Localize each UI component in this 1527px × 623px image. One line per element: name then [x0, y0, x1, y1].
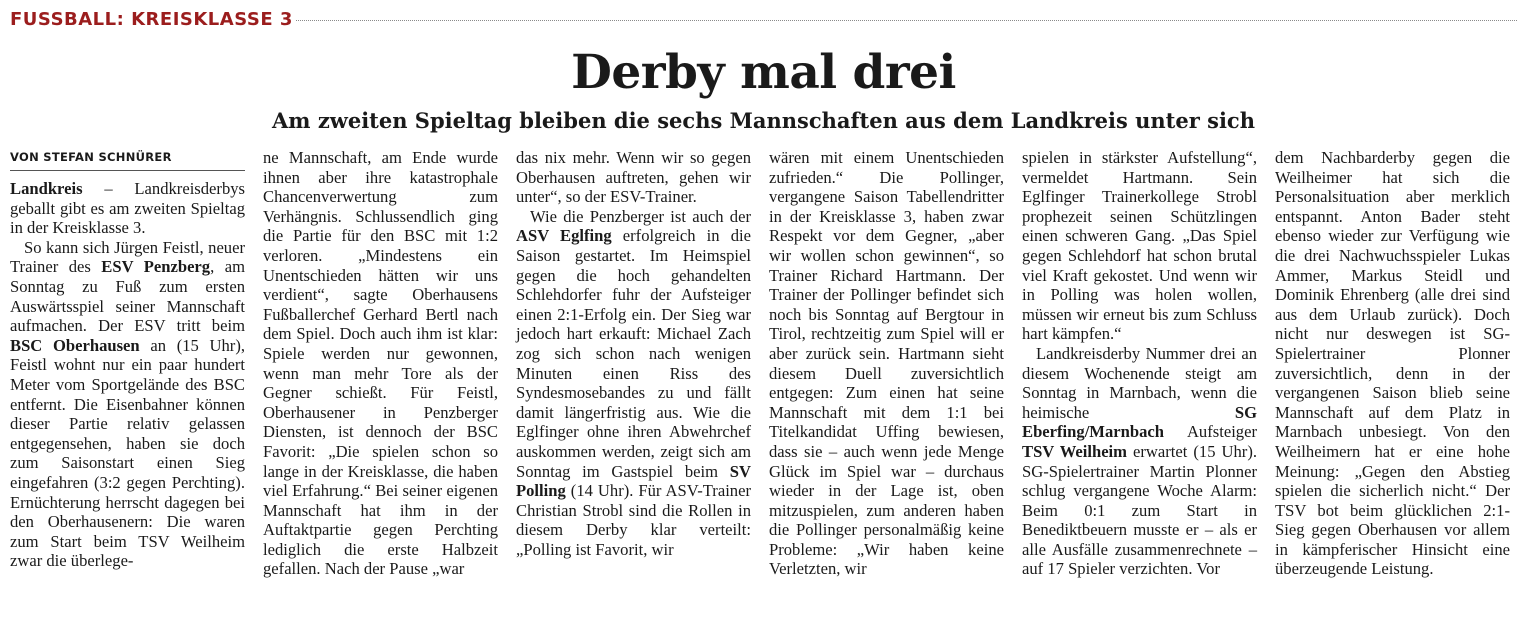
text-run: ne Mannschaft, am Ende wurde ihnen aber ihre katastrophale Chancenverwertung zum Verhängnis. Schlussendlich ging die Partie für den BSC mit 1:2 verloren. „Mindestens ein Unentschieden hätten wir uns verdient“, sagte Oberhausens Fußballerchef Gerhard Bertl nach dem Spiel. Doch auch ihm ist klar: Spiele werden nur gewonnen, wenn man mehr Tore als der Gegner schießt. Für Feistl, Oberhausener in Penzberger Diensten, ist dennoch der BSC Favorit: „Die spielen schon so lange in der Kreisklasse, die haben viel Erfahrung.“ Bei seiner eigenen Mannschaft hat ihm in der Auftaktpartie gegen Perchting lediglich die erste Halbzeit gefallen. Nach der Pause „war [263, 148, 498, 579]
article-column-5 [1022, 148, 1257, 579]
text-run: So kann sich Jürgen Feistl, neuer Trainer des [10, 237, 245, 277]
text-run: Wie die Penzberger ist auch der [530, 206, 751, 226]
article-paragraph [10, 238, 245, 571]
text-run: das nix mehr. Wenn wir so gegen Oberhausen auftreten, gehen wir unter“, so der ESV-Trainer. [516, 148, 751, 207]
text-run: wären mit einem Unentschieden zufrieden.“ Die Pollinger, vergangene Saison Tabellendritter in der Kreisklasse 3, haben zwar Respekt vor dem Gegner, „aber wir wollen schon gewinnen“, so Trainer Richard Hartmann. Der Trainer der Pollinger befindet sich noch bis Sonntag auf Bergtour in Tirol, rechtzeitig zum Spiel will er aber zurück sein. Hartmann sieht diesem Duell zuversichtlich entgegen: Zum einen hat seine Mannschaft mit dem 1:1 bei Titelkandidat Uffing bewiesen, dass sie – auch wenn jede Menge Glück im Spiel war – durchaus wieder in der Lage ist, oben mitzuspielen, zum anderen haben die Pollinger personalmäßig keine Probleme: „Wir haben keine Verletzten, wir [769, 148, 1004, 579]
text-run: dem Nachbarderby gegen die Weilheimer hat sich die Personalsituation aber merklich entspannt. Anton Bader steht ebenso wieder zur Verfügung wie die drei Nachwuchsspieler Lukas Ammer, Markus Steidl und Dominik Ehrenberg (alle drei sind aus dem Urlaub zurück). Doch nicht nur deswegen ist SG-Spielertrainer Plonner zuversichtlich, denn in der vergangenen Saison blieb seine Mannschaft auf dem Platz in Marnbach unbesiegt. Von den Weilheimern hat er eine hohe Meinung: „Gegen den Abstieg spielen die sicherlich nicht.“ Der TSV bot beim glücklichen 2:1-Sieg gegen Oberhausen vor allem in kämpferischer Hinsicht eine überzeugende Leistung. [1275, 148, 1510, 579]
bold-highlight: ESV Penzberg [101, 257, 211, 277]
article-paragraph [516, 207, 751, 560]
column-body [10, 179, 245, 571]
article-column-6 [1275, 148, 1510, 579]
column-body [1022, 148, 1257, 579]
bold-highlight: SG Eberfing/Marnbach [1022, 402, 1257, 442]
column-body [516, 148, 751, 559]
text-run: spielen in stärkster Aufstellung“, vermeldet Hartmann. Sein Eglfinger Trainerkollege Strobl prophezeit seinen Schützlingen einen schweren Gang. „Das Spiel gegen Schlehdorf hat schon brutal viel Kraft gekostet. Und wenn wir in Polling was holen wollen, müssen wir erneut bis zum Schluss hart kämpfen.“ [1022, 148, 1257, 344]
bold-highlight: TSV Weilheim [1022, 441, 1127, 461]
section-rubric: FUSSBALL: KREISKLASSE 3 [10, 9, 293, 30]
author-byline: VON STEFAN SCHNÜRER [10, 148, 245, 171]
text-run: – Landkreisderbys geballt gibt es am zweiten Spieltag in der Kreisklasse 3. [10, 179, 245, 238]
article-headline: Derby mal drei [571, 45, 956, 100]
article-column-2 [263, 148, 498, 579]
text-run: an (15 Uhr), Feistl wohnt nur ein paar hundert Meter vom Sportgelände des BSC entfernt. Die Eisenbahner können dieser Partie relativ gelassen entgegensehen, haben sie doch zum Saisonstart einen Sieg eingefahren (3:2 gegen Perchting). Ernüchterung herrscht dagegen bei den Oberhausenern: Die waren zum Start beim TSV Weilheim zwar die überlege- [10, 335, 245, 571]
text-run: Aufsteiger [1163, 422, 1257, 442]
text-run: Landkreisderby Nummer drei an diesem Wochenende steigt am Sonntag in Marnbach, wenn die heimische [1022, 343, 1257, 422]
text-run: (14 Uhr). Für ASV-Trainer Christian Strobl sind die Rollen in diesem Derby klar verteilt: „Polling ist Favorit, wir [516, 481, 751, 559]
article-paragraph [10, 179, 245, 238]
article-column-4 [769, 148, 1004, 579]
rubric-divider [296, 20, 1517, 21]
article-paragraph [1022, 148, 1257, 344]
article-paragraph [516, 148, 751, 207]
text-run: erwartet (15 Uhr). SG-Spielertrainer Martin Plonner schlug vergangene Woche Alarm: Beim 0:1 zum Start in Benediktbeuern musste er – als er alle Ausfälle zusammenrechnete – auf 17 Spieler verzichten. Vor [1022, 441, 1257, 579]
article-paragraph [1022, 344, 1257, 579]
article-paragraph [263, 148, 498, 579]
article-column-1 [10, 148, 245, 571]
column-body [1275, 148, 1510, 579]
bold-highlight: BSC Oberhausen [10, 335, 140, 355]
column-body [769, 148, 1004, 579]
column-body [263, 148, 498, 579]
article-paragraph [769, 148, 1004, 579]
article-paragraph [1275, 148, 1510, 579]
text-run: , am Sonntag zu Fuß zum ersten Auswärtsspiel seiner Mannschaft aufmachen. Der ESV tritt beim [10, 257, 245, 336]
article-column-3 [516, 148, 751, 559]
article-subheadline: Am zweiten Spieltag bleiben die sechs Mannschaften aus dem Landkreis unter sich [272, 108, 1255, 133]
bold-highlight: Landkreis [10, 179, 83, 198]
bold-highlight: ASV Eglfing [516, 226, 612, 246]
bold-highlight: SV Polling [516, 461, 751, 501]
text-run: erfolgreich in die Saison gestartet. Im Heimspiel gegen die hoch gehandelten Schlehdorfer fuhr der Aufsteiger einen 2:1-Erfolg ein. Der Sieg war jedoch hart erkauft: Michael Zach zog sich schon nach wenigen Minuten einen Riss des Syndesmosebandes zu und fällt damit längerfristig aus. Wie die Eglfinger ohne ihren Abwehrchef auskommen werden, zeigt sich am Sonntag im Gastspiel beim [516, 226, 751, 481]
